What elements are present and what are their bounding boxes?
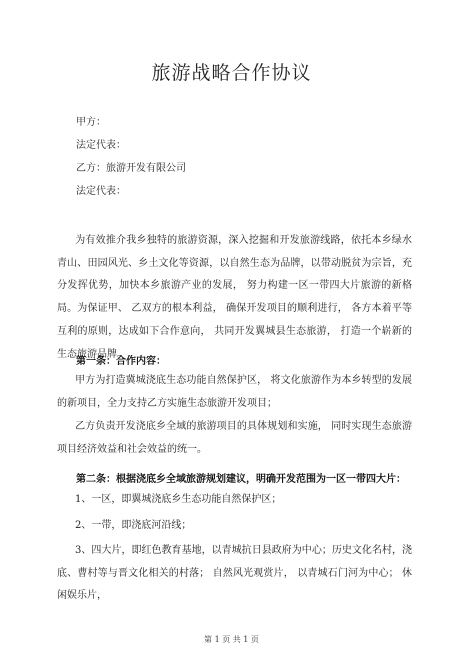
article-2-item-1 (57, 489, 412, 512)
article-2-heading: 第二条：根据浇底乡全域旅游规划建议，明确开发范围为一区一带四大片： (76, 474, 406, 485)
party-a-representative: 法定代表： (76, 140, 126, 151)
article-2-text-1: 1、一区，即翼城浇底乡生态功能自然保护区； (75, 494, 282, 505)
article-2-text-2: 2、一带，即浇底河沿线； (75, 520, 192, 531)
party-b-representative: 法定代表： (76, 186, 126, 197)
intro-paragraph (57, 230, 412, 366)
article-1-paragraph-1 (57, 370, 412, 415)
document-title: 旅游战略合作协议 (151, 62, 312, 84)
article-1-text-1: 甲方为打造冀城浇底生态功能自然保护区， 将文化旅游作为本乡转型的发展的新项目，全力支持乙方实施生态旅游开发项目； (57, 375, 412, 409)
party-a-label: 甲方： (76, 117, 106, 128)
page-footer: 第 1 页 共 1 页 (204, 635, 259, 644)
intro-text: 为有效推介我乡独特的旅游资源，深入挖掘和开发旅游线路，依托本乡绿水青山、田园风光、乡土文化等资源，以自然生态为品牌，以带动脱贫为宗旨，充分发挥优势，加快本乡旅游产业的发展， 努力构建一区一带四大片旅游的新格局。为保证甲、 乙双方的根本利益， 确保开发项目的顺利进行， 各方本着平等互利的原则，达成如下合作意向， 共同开发翼城县生态旅游， 打造一个崭新的生态旅游品牌。 (57, 235, 412, 360)
article-1-paragraph-2 (57, 416, 412, 461)
article-1-heading: 第一条：合作内容： (76, 356, 166, 367)
article-2-item-3 (57, 540, 412, 608)
article-1-text-2: 乙方负责开发浇底乡全域的旅游项目的具体规划和实施， 同时实现生态旅游项目经济效益和社会效益的统一。 (57, 421, 412, 455)
party-b-label: 乙方：旅游开发有限公司 (76, 163, 186, 174)
article-2-text-3: 3、四大片，即红色教育基地，以青城抗日县政府为中心；历史文化名村，浇底、曹村等与晋文化相关的村落； 自然风光观赏片， 以青城石门河为中心； 休闲娱乐片， (57, 545, 412, 602)
article-2-item-2 (57, 515, 412, 538)
